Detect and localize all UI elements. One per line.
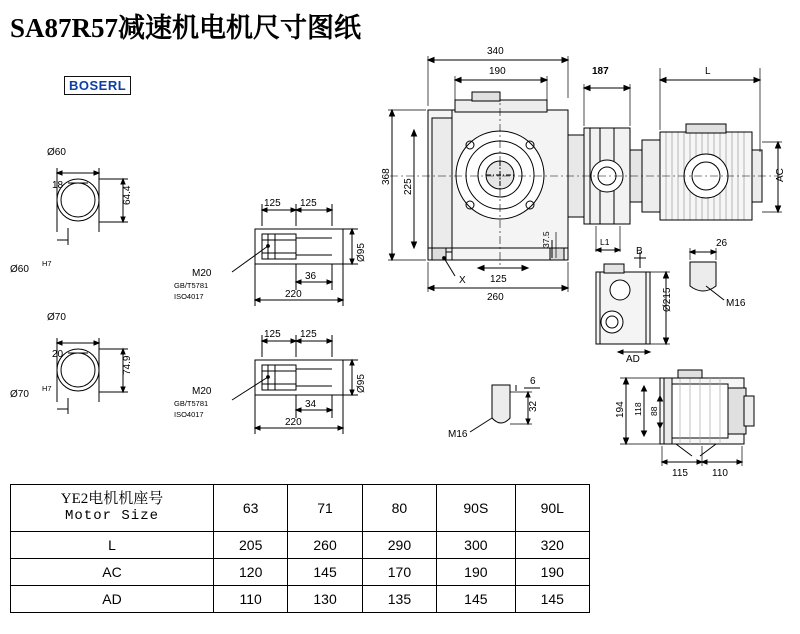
label-M16-left: M16 <box>448 429 468 440</box>
table-size-90l: 90L <box>515 485 589 532</box>
label-118: 118 <box>633 402 643 416</box>
label-h1-phi95: Ø95 <box>356 243 367 262</box>
label-h2-standard1: GB/T5781 <box>174 399 209 408</box>
cell-L-71: 260 <box>288 532 362 559</box>
row-label-L: L <box>11 532 214 559</box>
cell-AD-80: 135 <box>362 586 436 613</box>
label-88: 88 <box>649 406 659 416</box>
cell-L-90s: 300 <box>437 532 515 559</box>
label-h2-34: 34 <box>305 399 317 410</box>
cell-AD-90s: 145 <box>437 586 515 613</box>
table-header-label <box>11 485 214 532</box>
label-340: 340 <box>487 46 504 57</box>
label-225: 225 <box>403 178 414 195</box>
label-shaft2-bore: Ø70 <box>10 389 29 400</box>
label-190: 190 <box>489 66 506 77</box>
cell-AD-63: 110 <box>214 586 288 613</box>
label-X: X <box>459 275 466 286</box>
label-h2-phi95: Ø95 <box>356 374 367 393</box>
label-AD: AD <box>626 354 640 365</box>
table-size-80: 80 <box>362 485 436 532</box>
table-row <box>11 586 590 613</box>
label-h2-standard2: ISO4017 <box>174 410 204 419</box>
label-L1: L1 <box>600 237 610 247</box>
motor-size-table <box>10 484 590 613</box>
table-row <box>11 559 590 586</box>
label-phi215: Ø215 <box>662 287 673 312</box>
label-h1-standard1: GB/T5781 <box>174 281 209 290</box>
label-6: 6 <box>530 376 536 387</box>
label-shaft1-644: 64.4 <box>122 185 133 205</box>
label-L-top: L <box>705 66 711 77</box>
cell-L-63: 205 <box>214 532 288 559</box>
label-B: B <box>636 246 643 257</box>
label-h1-36: 36 <box>305 271 317 282</box>
table-header-en: Motor Size <box>64 508 159 524</box>
label-shaft1-bore: Ø60 <box>10 264 29 275</box>
cell-AC-63: 120 <box>214 559 288 586</box>
label-125-center: 125 <box>490 274 507 285</box>
label-h2-m20: M20 <box>192 386 212 397</box>
label-368: 368 <box>381 168 392 185</box>
cell-L-90l: 320 <box>515 532 589 559</box>
label-h1-125b: 125 <box>300 198 317 209</box>
label-M16-right: M16 <box>726 298 746 309</box>
label-shaft2-749: 74.9 <box>122 355 133 375</box>
cell-AC-80: 170 <box>362 559 436 586</box>
label-h1-standard2: ISO4017 <box>174 292 204 301</box>
label-260: 260 <box>487 292 504 303</box>
table-size-71: 71 <box>288 485 362 532</box>
label-h1-125a: 125 <box>264 198 281 209</box>
table-size-63: 63 <box>214 485 288 532</box>
cell-AC-90s: 190 <box>437 559 515 586</box>
brand-logo: BOSERL <box>64 76 131 95</box>
page-title: SA87R57减速机电机尺寸图纸 <box>10 13 362 43</box>
label-26: 26 <box>716 238 728 249</box>
label-shaft1-tol: H7 <box>42 259 52 268</box>
table-size-90s: 90S <box>437 485 515 532</box>
label-187: 187 <box>592 66 609 77</box>
cell-AD-90l: 145 <box>515 586 589 613</box>
label-37-5: 37.5 <box>541 231 551 248</box>
label-shaft2-20: 20 <box>52 349 64 360</box>
table-header-cn: YE2电机机座号 <box>60 491 164 507</box>
label-h1-220: 220 <box>285 289 302 300</box>
cell-AD-71: 130 <box>288 586 362 613</box>
label-shaft2-diameter: Ø70 <box>47 312 66 323</box>
row-label-AC: AC <box>11 559 214 586</box>
label-h2-125b: 125 <box>300 329 317 340</box>
label-115: 115 <box>672 468 688 479</box>
cell-AC-71: 145 <box>288 559 362 586</box>
label-AC: AC <box>775 168 786 182</box>
label-110: 110 <box>712 468 728 479</box>
label-shaft1-18: 18 <box>52 180 64 191</box>
label-194: 194 <box>615 401 626 418</box>
cell-AC-90l: 190 <box>515 559 589 586</box>
label-h2-220: 220 <box>285 417 302 428</box>
label-shaft2-tol: H7 <box>42 384 52 393</box>
table-header-row <box>11 485 590 532</box>
label-h2-125a: 125 <box>264 329 281 340</box>
label-32: 32 <box>528 400 539 412</box>
label-h1-m20: M20 <box>192 268 212 279</box>
row-label-AD: AD <box>11 586 214 613</box>
cell-L-80: 290 <box>362 532 436 559</box>
table-row <box>11 532 590 559</box>
label-shaft1-diameter: Ø60 <box>47 147 66 158</box>
